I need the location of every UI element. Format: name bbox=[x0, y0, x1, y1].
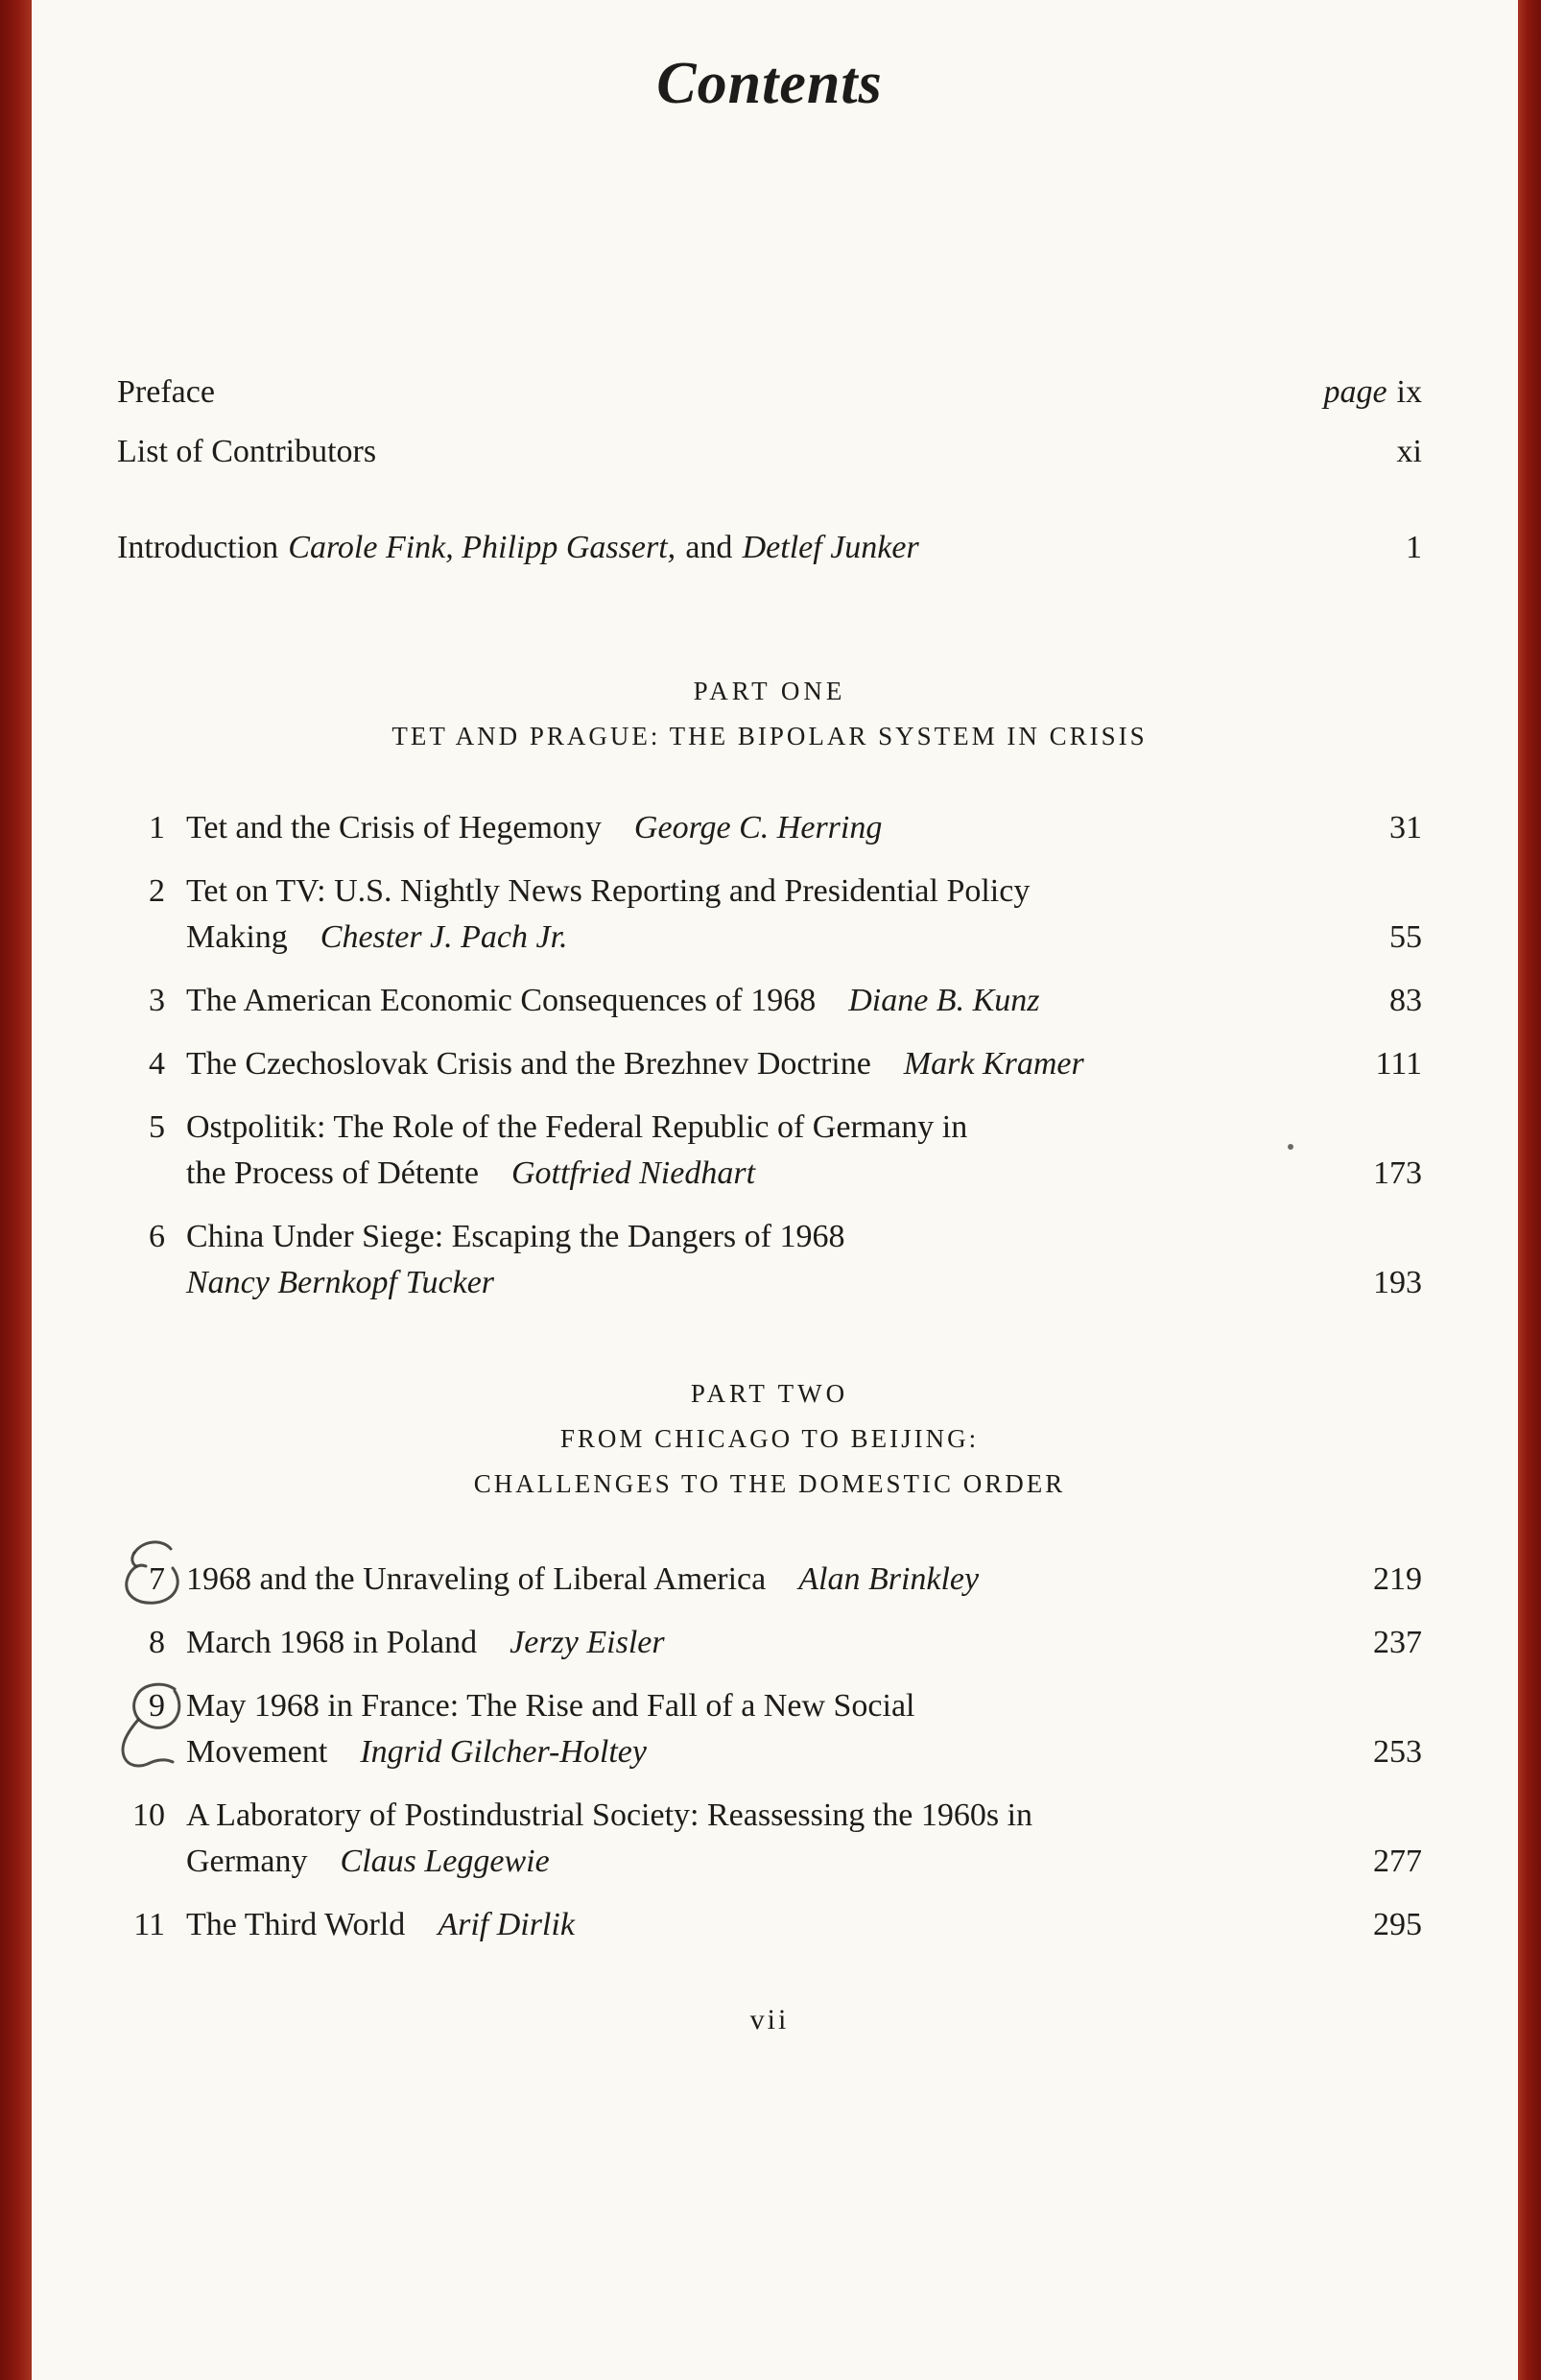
chapter-line bbox=[186, 1151, 1295, 1197]
chapter-lines bbox=[186, 869, 1295, 961]
chapter-row bbox=[117, 1683, 1422, 1775]
chapter-page-number: 237 bbox=[1373, 1625, 1422, 1660]
chapter-row bbox=[117, 1214, 1422, 1306]
introduction-row bbox=[117, 531, 1422, 565]
chapter-page-number: 193 bbox=[1373, 1265, 1422, 1300]
chapter-row bbox=[117, 1902, 1422, 1948]
folio-page-number: vii bbox=[749, 2004, 790, 2035]
chapter-line bbox=[186, 1557, 1295, 1603]
chapter-author: Jerzy Eisler bbox=[510, 1625, 665, 1660]
chapter-line bbox=[186, 1683, 1295, 1729]
chapter-title-text: The Third World bbox=[186, 1907, 406, 1942]
chapter-line bbox=[186, 1793, 1295, 1839]
introduction-author-2: Detlef Junker bbox=[742, 530, 919, 565]
introduction-conjunction: and bbox=[685, 530, 733, 565]
chapter-row bbox=[117, 978, 1422, 1024]
chapter-list bbox=[117, 1557, 1422, 1948]
chapter-line bbox=[186, 1839, 1295, 1885]
chapter-line bbox=[186, 1041, 1295, 1087]
chapter-author: Ingrid Gilcher-Holtey bbox=[360, 1734, 647, 1770]
chapter-page-number: 55 bbox=[1389, 919, 1422, 955]
chapter-page-number: 253 bbox=[1373, 1734, 1422, 1770]
chapter-line bbox=[186, 869, 1295, 915]
chapter-title-text: Tet and the Crisis of Hegemony bbox=[186, 810, 602, 845]
chapter-number: 9 bbox=[149, 1688, 165, 1724]
chapter-line bbox=[186, 1105, 1295, 1151]
chapter-number: 11 bbox=[133, 1907, 165, 1942]
chapter-number: 2 bbox=[149, 873, 165, 909]
front-matter-page bbox=[1323, 375, 1422, 410]
chapter-title-text: Movement bbox=[186, 1734, 328, 1770]
chapter-title-text: Ostpolitik: The Role of the Federal Republic of Germany in bbox=[186, 1109, 968, 1145]
chapter-lines bbox=[186, 805, 1295, 851]
page-title: Contents bbox=[656, 51, 883, 116]
chapter-lines bbox=[186, 1557, 1295, 1603]
chapter-number: 1 bbox=[149, 810, 165, 845]
part-heading: PART ONE bbox=[693, 677, 846, 705]
part-heading: PART TWO bbox=[690, 1379, 849, 1408]
chapter-row bbox=[117, 1041, 1422, 1087]
front-matter-label: Preface bbox=[117, 374, 215, 410]
chapter-author: Nancy Bernkopf Tucker bbox=[186, 1265, 495, 1300]
chapter-author: Mark Kramer bbox=[903, 1046, 1084, 1082]
chapter-row bbox=[117, 1105, 1422, 1197]
chapter-lines bbox=[186, 1683, 1295, 1775]
chapter-lines bbox=[186, 1902, 1295, 1948]
chapter-title-text: Tet on TV: U.S. Nightly News Reporting and Presidential Policy bbox=[186, 873, 1031, 909]
chapter-line bbox=[186, 805, 1295, 851]
chapter-number: 7 bbox=[149, 1561, 165, 1597]
front-matter-page bbox=[1397, 435, 1422, 469]
part-subheading: TET AND PRAGUE: THE BIPOLAR SYSTEM IN CRISIS bbox=[391, 722, 1148, 750]
chapter-lines bbox=[186, 1620, 1295, 1666]
chapter-lines bbox=[186, 1041, 1295, 1087]
chapter-row bbox=[117, 1620, 1422, 1666]
chapter-number: 6 bbox=[149, 1219, 165, 1254]
scan-left-edge-band bbox=[0, 0, 32, 2380]
chapter-title-text: Making bbox=[186, 919, 288, 955]
chapter-title-text: the Process of Détente bbox=[186, 1155, 479, 1191]
part-subheading: FROM CHICAGO TO BEIJING: bbox=[559, 1424, 980, 1453]
front-matter-label: List of Contributors bbox=[117, 434, 377, 469]
chapter-number: 3 bbox=[149, 983, 165, 1018]
chapter-row bbox=[117, 869, 1422, 961]
page-number: ix bbox=[1396, 374, 1422, 410]
chapter-author: Claus Leggewie bbox=[340, 1844, 550, 1879]
chapter-title-text: March 1968 in Poland bbox=[186, 1625, 478, 1660]
chapter-title-text: The Czechoslovak Crisis and the Brezhnev Doctrine bbox=[186, 1046, 871, 1082]
front-matter bbox=[117, 375, 1422, 469]
chapter-row bbox=[117, 1557, 1422, 1603]
chapter-title-text: May 1968 in France: The Rise and Fall of a New Social bbox=[186, 1688, 915, 1724]
chapter-number: 5 bbox=[149, 1109, 165, 1145]
chapter-author: George C. Herring bbox=[633, 810, 883, 845]
chapter-page-number: 219 bbox=[1373, 1561, 1422, 1597]
chapter-lines bbox=[186, 1793, 1295, 1885]
chapter-number: 4 bbox=[149, 1046, 165, 1082]
chapter-title-text: The American Economic Consequences of 1968 bbox=[186, 983, 817, 1018]
chapter-author: Diane B. Kunz bbox=[848, 983, 1040, 1018]
chapter-author: Gottfried Niedhart bbox=[510, 1155, 756, 1191]
chapter-title-text: Germany bbox=[186, 1844, 308, 1879]
chapter-page-number: 111 bbox=[1375, 1046, 1422, 1082]
chapter-number: 8 bbox=[149, 1625, 165, 1660]
chapter-page-number: 31 bbox=[1389, 810, 1422, 845]
chapter-number: 10 bbox=[132, 1797, 165, 1833]
introduction-authors: Carole Fink, Philipp Gassert, bbox=[288, 530, 676, 565]
chapter-list bbox=[117, 805, 1422, 1306]
chapter-author: Arif Dirlik bbox=[438, 1907, 575, 1942]
chapter-line bbox=[186, 1620, 1295, 1666]
page-content bbox=[117, 0, 1422, 2036]
chapter-lines bbox=[186, 1105, 1295, 1197]
chapter-title-text: 1968 and the Unraveling of Liberal America bbox=[186, 1561, 767, 1597]
chapter-author: Chester J. Pach Jr. bbox=[320, 919, 568, 955]
chapter-line bbox=[186, 1729, 1295, 1775]
chapter-title-text: A Laboratory of Postindustrial Society: Reassessing the 1960s in bbox=[186, 1797, 1033, 1833]
chapter-line bbox=[186, 978, 1295, 1024]
chapter-line bbox=[186, 915, 1295, 961]
page-word-italic: page bbox=[1323, 374, 1387, 410]
chapter-title-text: China Under Siege: Escaping the Dangers of 1968 bbox=[186, 1219, 845, 1254]
chapter-author: Alan Brinkley bbox=[798, 1561, 980, 1597]
chapter-page-number: 295 bbox=[1373, 1907, 1422, 1942]
chapter-line bbox=[186, 1902, 1295, 1948]
chapter-row bbox=[117, 1793, 1422, 1885]
part-subheading: CHALLENGES TO THE DOMESTIC ORDER bbox=[473, 1469, 1066, 1498]
page-number: xi bbox=[1396, 434, 1422, 469]
chapter-lines bbox=[186, 1214, 1295, 1306]
chapter-page-number: 173 bbox=[1373, 1155, 1422, 1191]
front-matter-row-contributors bbox=[117, 435, 1422, 469]
chapter-line bbox=[186, 1214, 1295, 1260]
chapter-lines bbox=[186, 978, 1295, 1024]
chapter-page-number: 277 bbox=[1373, 1844, 1422, 1879]
introduction-page-number: 1 bbox=[1406, 530, 1422, 565]
chapter-page-number: 83 bbox=[1389, 983, 1422, 1018]
scan-right-edge-band bbox=[1518, 0, 1541, 2380]
chapter-line bbox=[186, 1260, 1295, 1306]
front-matter-row-preface bbox=[117, 375, 1422, 410]
introduction-label: Introduction bbox=[117, 530, 279, 565]
parts-container bbox=[117, 677, 1422, 1948]
chapter-row bbox=[117, 805, 1422, 851]
